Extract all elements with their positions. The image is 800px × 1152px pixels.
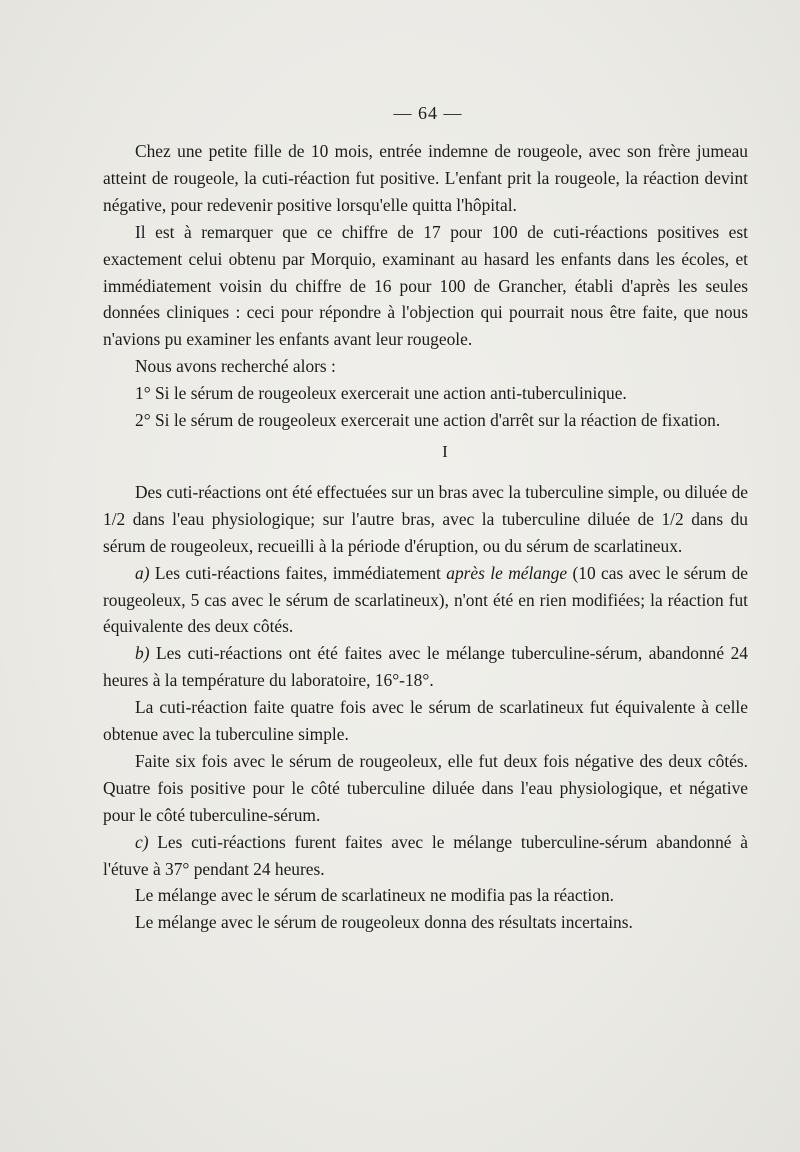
paragraph: Le mélange avec le sérum de rougeoleux donna des résultats incertains.: [135, 912, 633, 933]
paragraph: [103, 640, 748, 694]
section-heading: I: [442, 441, 449, 461]
paragraph-text: Les cuti-réactions furent faites avec le mélange tuberculine-sérum abandonné à l'étuve à 37° pendant 24 heures.: [103, 831, 748, 879]
paragraph-text: Les cuti-réactions ont été faites avec le mélange tuberculine-sérum, abandonné 24 heures à la température du laboratoire, 16°-18°.: [103, 643, 748, 691]
paragraph: [103, 560, 748, 641]
page-number: — 64 —: [393, 103, 463, 123]
item-label: a): [135, 562, 150, 583]
emphasis-text: après le mélange: [446, 562, 568, 583]
body-text: [103, 138, 748, 936]
list-item: 2° Si le sérum de rougeoleux exercerait une action d'arrêt sur la réaction de fixation.: [135, 410, 721, 431]
item-label: b): [135, 643, 150, 664]
paragraph: Le mélange avec le sérum de scarlatineux ne modifia pas la réaction.: [135, 885, 614, 906]
item-label: c): [135, 831, 149, 852]
list-item: 1° Si le sérum de rougeoleux exercerait une action anti-tuberculinique.: [135, 383, 627, 404]
paragraph: Nous avons recherché alors :: [135, 356, 336, 377]
paragraph: La cuti-réaction faite quatre fois avec le sérum de scarlatineux fut équivalente à celle obtenue avec la tuberculine simple.: [103, 697, 748, 745]
paragraph-text: Les cuti-réactions faites, immédiatement: [149, 562, 447, 583]
paragraph: Chez une petite fille de 10 mois, entrée indemne de rougeole, avec son frère jumeau atteint de rougeole, la cuti-réaction fut positive. L'enfant prit la rougeole, la réaction devint négative, pour redevenir positive lorsqu'elle quitta l'hôpital.: [103, 141, 748, 215]
paragraph-text: (10 cas avec le sérum de rougeoleux, 5 cas avec le sérum de scarlatineux), n'ont été en rien modifiées; la réaction fut équivalente des deux côtés.: [103, 562, 748, 637]
paragraph: Des cuti-réactions ont été effectuées sur un bras avec la tuberculine simple, ou diluée de 1/2 dans l'eau physiologique; sur l'autre bras, avec la tuberculine diluée de 1/2 dans du sérum de rougeoleux, recueilli à la période d'éruption, ou du sérum de scarlatineux.: [103, 481, 748, 556]
paragraph: Faite six fois avec le sérum de rougeoleux, elle fut deux fois négative des deux côtés. Quatre fois positive pour le côté tuberculine diluée dans l'eau physiologique, et négative pour le côté tuberculine-sérum.: [103, 750, 748, 825]
paragraph: Il est à remarquer que ce chiffre de 17 pour 100 de cuti-réactions positives est exactement celui obtenu par Morquio, examinant au hasard les enfants dans les écoles, et immédiatement voisin du chiffre de 16 pour 100 de Grancher, établi d'après les seules données cliniques : ceci pour répondre à l'objection qui pourrait nous être faite, que nous n'avions pu examiner les enfants avant leur rougeole.: [103, 221, 748, 350]
paragraph: [103, 829, 748, 883]
